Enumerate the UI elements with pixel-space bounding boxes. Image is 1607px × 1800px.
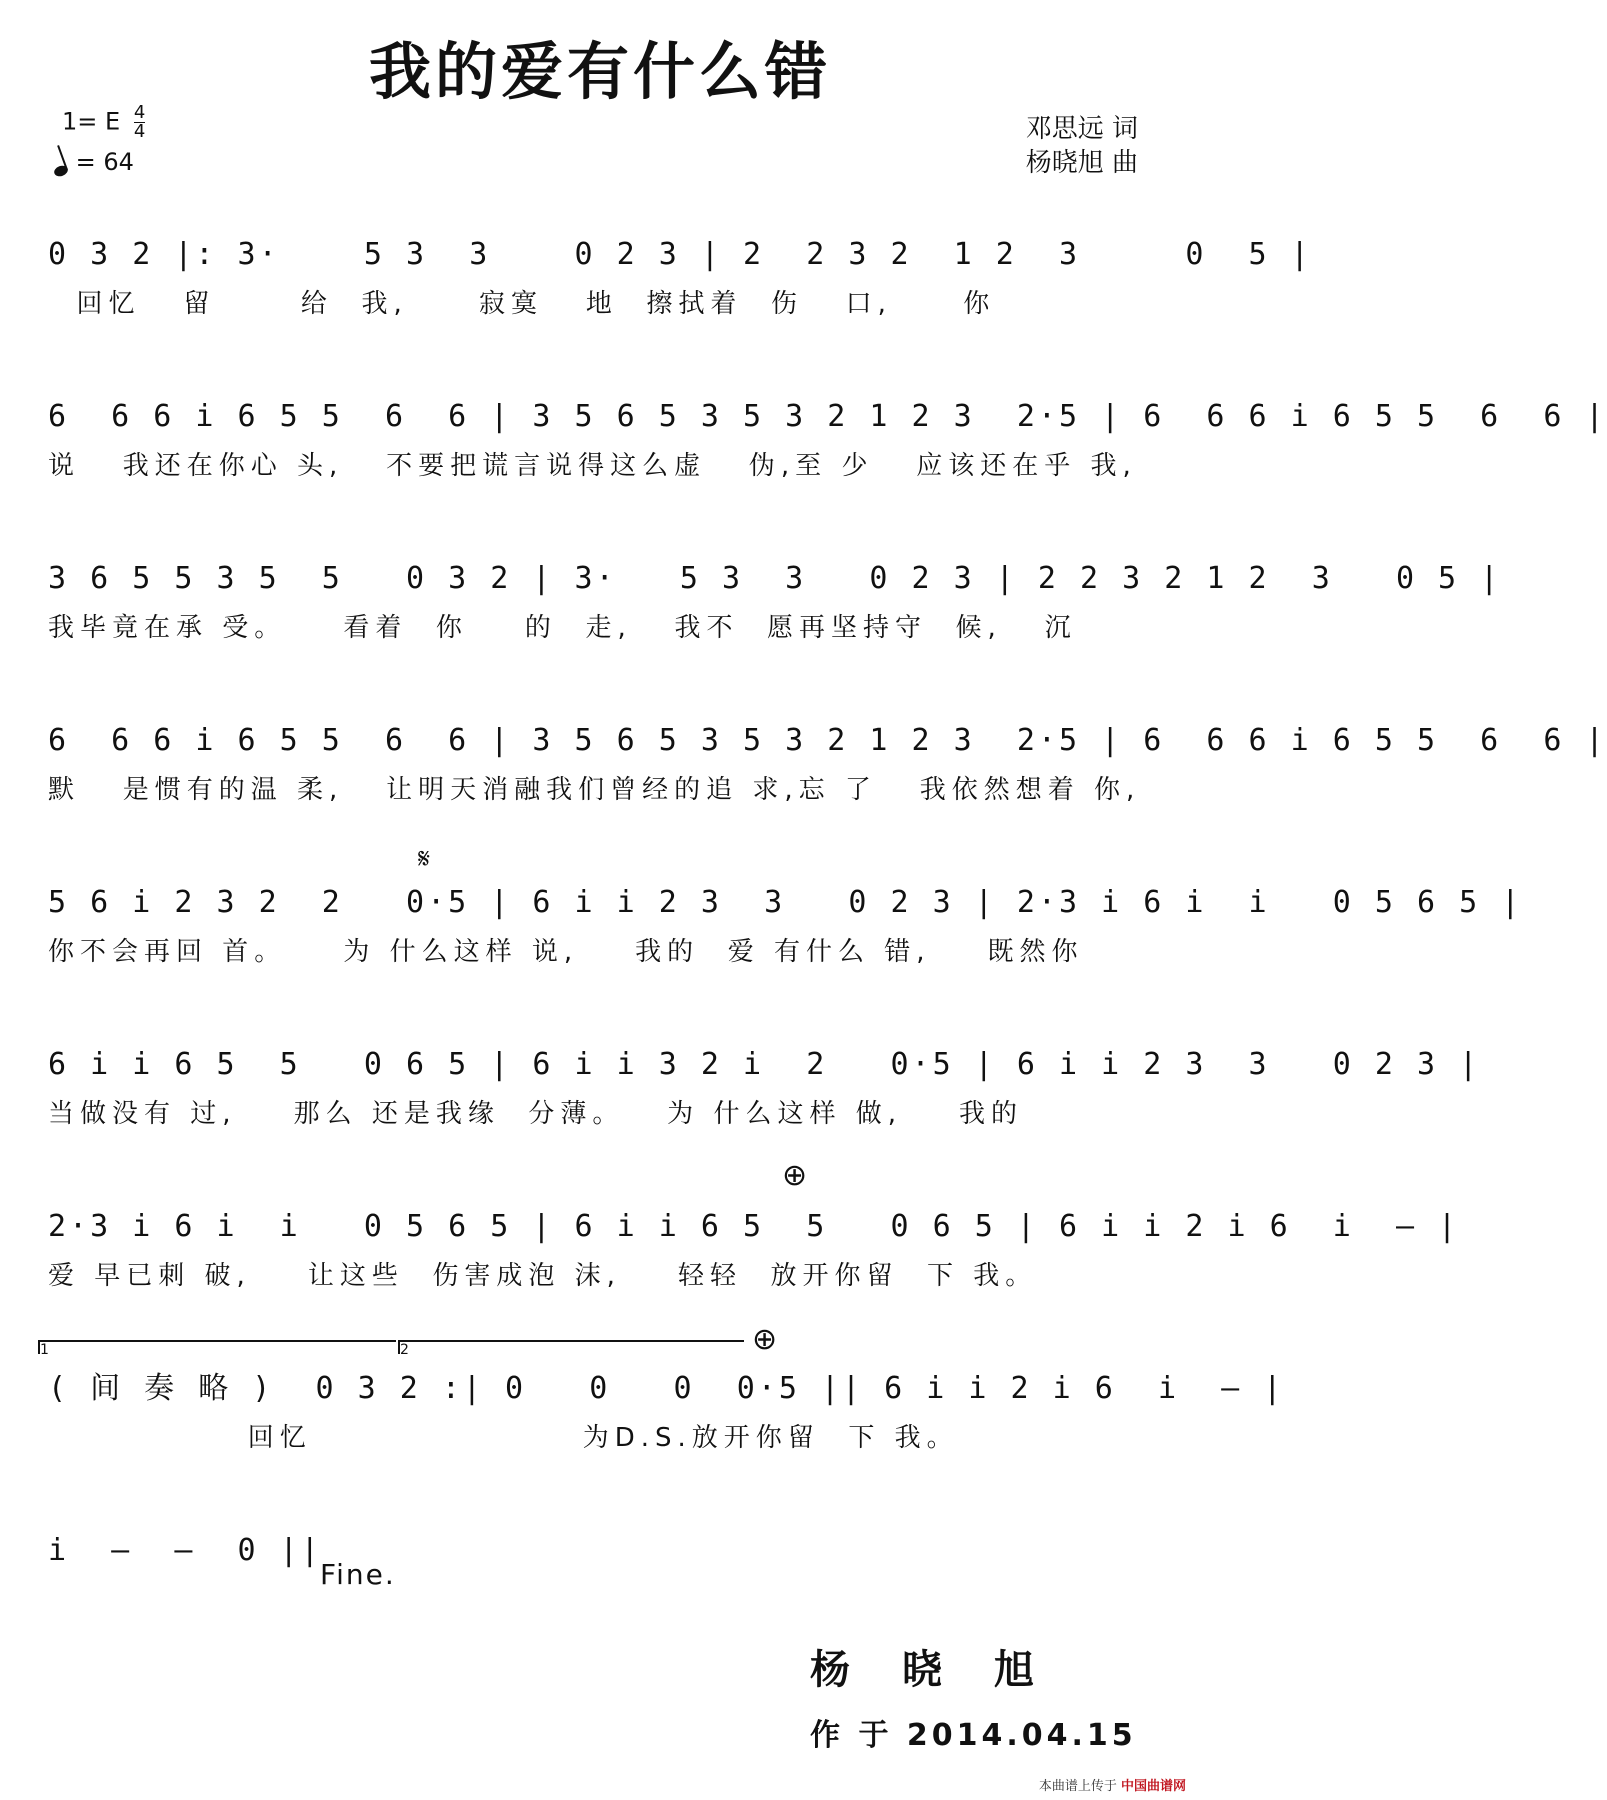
lyric-line: 我毕竟在承 受。 看着 你 的 走, 我不 愿再坚持守 候, 沉: [48, 613, 1077, 643]
notation-line: 3 6 5 5 3 5 5 0 3 2 | 3· 5 3 3 0 2 3 | 2 2 3 2 1 2 3 0 5 |: [48, 561, 1502, 596]
notation-line: 6 i i 6 5 5 0 6 5 | 6 i i 3 2 i 2 0·5 | 6 i i 2 3 3 0 2 3 |: [48, 1047, 1481, 1082]
staff-system: [48, 1356, 1285, 1518]
footer-text: 本曲谱上传于: [1038, 1779, 1117, 1794]
credits: [1026, 112, 1138, 180]
score: [48, 222, 1607, 1680]
footer-site-logo: 中国曲谱网: [1120, 1779, 1186, 1794]
lyric-line: 爱 早已刺 破, 让这些 伤害成泡 沫, 轻轻 放开你留 下 我。: [48, 1261, 1038, 1291]
tempo-value: = 64: [75, 148, 134, 176]
page-title: 我的爱有什么错: [368, 35, 831, 108]
composer-signature: 杨晓旭: [810, 1647, 1086, 1693]
footer-watermark: [1039, 1775, 1186, 1794]
staff-system: [48, 870, 1523, 1032]
composition-date: 作 于 2014.04.15: [810, 1718, 1137, 1753]
time-signature-top: 4: [133, 102, 146, 123]
quarter-note-icon: [53, 164, 70, 178]
lyricist-credit: 邓思远 词: [1025, 114, 1138, 144]
lyric-line: 当做没有 过, 那么 还是我缘 分薄。 为 什么这样 做, 我的: [48, 1099, 1024, 1129]
notation-line: i — — 0 ||: [48, 1533, 322, 1568]
lyric-line: 回忆 留 给 我, 寂寞 地 擦拭着 伤 口, 你: [48, 289, 996, 319]
tempo-marking: [54, 148, 134, 176]
staff-system: [48, 1032, 1481, 1194]
staff-system: [48, 222, 1312, 384]
notation-line: 5 6 i 2 3 2 2 0·5 | 6 i i 2 3 3 0 2 3 | 2·3 i 6 i i 0 5 6 5 |: [48, 885, 1523, 920]
fine-marking: Fine.: [320, 1558, 396, 1591]
notation-line: 2·3 i 6 i i 0 5 6 5 | 6 i i 6 5 5 0 6 5 | 6 i i 2 i 6 i — |: [48, 1209, 1460, 1244]
key-signature: [62, 104, 145, 141]
staff-system: [48, 546, 1502, 708]
coda-icon: ⊕: [752, 1322, 778, 1357]
lyric-line: 你不会再回 首。 为 什么这样 说, 我的 爱 有什么 错, 既然你: [48, 937, 1084, 967]
lyric-line: 说 我还在你心 头, 不要把谎言说得这么虚 伪,至 少 应该还在乎 我,: [48, 451, 1137, 481]
key-label: 1= E: [62, 107, 121, 136]
staff-system: [48, 708, 1607, 870]
staff-system: [48, 1194, 1460, 1356]
composer-credit: 杨晓旭 曲: [1025, 148, 1138, 178]
time-signature-bottom: 4: [133, 121, 146, 142]
notation-line: 0 3 2 |: 3· 5 3 3 0 2 3 | 2 2 3 2 1 2 3 0 5 |: [48, 237, 1312, 272]
lyric-line: 回忆 为D.S.放开你留 下 我。: [48, 1423, 959, 1453]
segno-icon: 𝄋: [418, 842, 431, 875]
second-ending-label: 2: [400, 1342, 409, 1358]
notation-line: 6 6 6 i 6 5 5 6 6 | 3 5 6 5 3 5 3 2 1 2 3 2·5 | 6 6 6 i 6 5 5 6 6 |: [48, 723, 1607, 758]
time-signature: [134, 104, 145, 141]
notation-line: ( 间 奏 略 ) 0 3 2 :| 0 0 0 0·5 || 6 i i 2 i 6 i — |: [48, 1371, 1285, 1406]
lyric-line: 默 是惯有的温 柔, 让明天消融我们曾经的追 求,忘 了 我依然想着 你,: [48, 775, 1141, 805]
first-ending-label: 1: [40, 1342, 49, 1358]
staff-system: [48, 384, 1607, 546]
coda-icon: ⊕: [782, 1158, 808, 1193]
notation-line: 6 6 6 i 6 5 5 6 6 | 3 5 6 5 3 5 3 2 1 2 3 2·5 | 6 6 6 i 6 5 5 6 6 |: [48, 399, 1607, 434]
